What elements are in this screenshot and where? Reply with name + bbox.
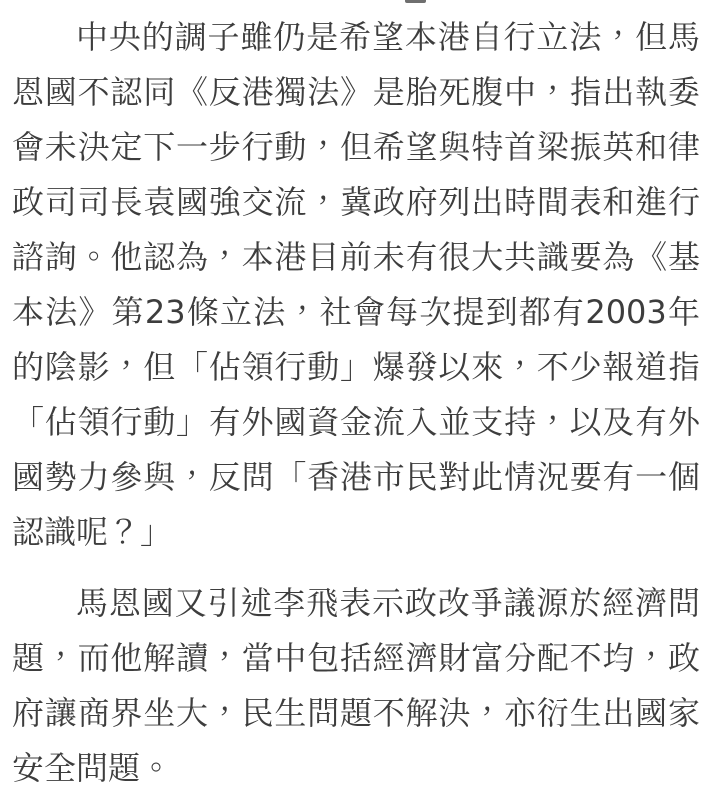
- article-paragraph-2: 馬恩國又引述李飛表示政改爭議源於經濟問題，而他解讀，當中包括經濟財富分配不均，政府讓商界坐大，民生問題不解決，亦衍生出國家安全問題。: [12, 584, 700, 787]
- clipped-line-fragment: [405, 0, 426, 3]
- article-paragraph-1: 中央的調子雖仍是希望本港自行立法，但馬恩國不認同《反港獨法》是胎死腹中，指出執委會未決定下一步行動，但希望與特首梁振英和律政司司長袁國強交流，冀政府列出時間表和進行諮詢。他認為，本港目前未有很大共識要為《基本法》第23條立法，社會每次提到都有2003年的陰影，但「佔領行動」爆發以來，不少報道指「佔領行動」有外國資金流入並支持，以及有外國勢力參與，反問「香港市民對此情況要有一個認識呢？」: [12, 18, 700, 551]
